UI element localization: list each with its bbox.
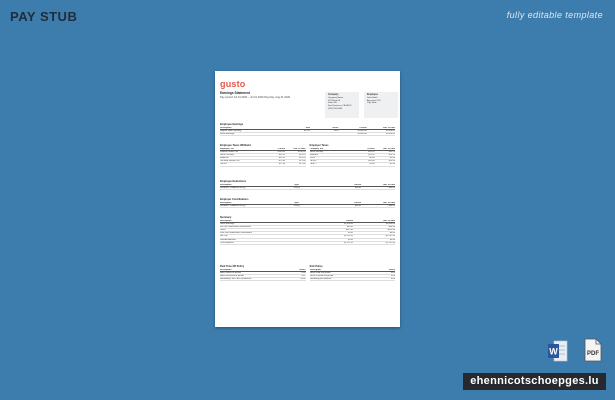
col-description: Description [220,202,232,204]
cell: Gross Earnings [220,133,235,136]
section-title: Employee Deductions [220,180,247,183]
pdf-icon-label: PDF [587,351,599,357]
cell: Taxes [220,229,226,232]
employee-deductions-section [220,180,395,190]
section-title: Sick Policy [309,265,323,268]
cell: Hours used this period [220,272,241,275]
cell: 401(k) [294,205,300,208]
cell: Reimbursements [220,238,236,241]
cell: $23.20 [278,157,286,160]
employee-taxes-withheld [220,144,306,167]
cell: $1,600.00 [344,223,354,226]
cell: $23.20 [388,154,395,157]
col-current: Current [367,148,375,150]
sick-policy [310,265,396,281]
cell [310,133,338,135]
cell: FUTA [309,157,315,160]
cell: $48.00 [346,226,354,229]
cell: 80.0 [334,130,339,133]
table-row [220,242,395,245]
cell: Medicare [309,154,319,157]
col-type: Type [294,202,299,204]
col-hours: Hours [299,269,306,271]
cell: $9.60 [389,157,395,160]
col-description: Description [220,220,232,222]
employee-line: Any street 123 [367,99,381,102]
cell: $17.60 [278,163,286,166]
cell: $200.00 [277,151,286,154]
cell: $1,600.00 [357,130,367,133]
col-current: Current [277,148,286,150]
page-subtitle: fully editable template [506,10,603,20]
col-description: Description [309,269,321,271]
cell: $1,137.00 [385,241,396,244]
cell: Hours accrued this period [220,275,244,278]
col-description: Description [220,127,232,129]
watermark-banner: ehennicotschoepges.lu [463,373,606,390]
cell: 0.00 [390,278,395,281]
col-ytd: Year To Date [382,127,395,129]
cell [282,133,310,135]
col-type: Type [294,184,299,186]
company-label: Company [328,94,339,96]
cell: CA SUI [309,160,317,163]
cell: 0.00 [301,272,306,275]
cell: 4.62 [301,275,306,278]
company-line: Suite 100 [328,102,337,105]
cell: $9.60 [369,157,375,160]
cell: CA ETT [309,163,317,166]
col-ytd: Year To Date [382,220,396,222]
pto-policy [220,265,306,281]
cell: $0.00 [389,232,396,235]
cell: $75.00 [299,160,306,163]
employee-label: Employee [367,94,378,96]
cell: $17.60 [299,163,306,166]
cell: 34.00 [300,278,306,281]
cell: $99.20 [299,154,306,157]
cell: $23.20 [299,157,306,160]
cell: $48.00 [388,205,395,208]
col-ytd: Year To Date [293,148,306,150]
employee-line: John Smith [367,96,378,99]
cell: Post-Tax Deductions/Contributions [220,232,252,235]
cell: Hours accrued this period [309,275,334,278]
section-title: Summary [220,216,232,219]
cell: 401(k) [294,187,300,190]
cell: Guideline Traditional 401(k) [220,205,246,208]
table-row [310,278,396,281]
cell: $1,600.00 [385,223,396,226]
section-title: Employer Taxes [309,144,329,147]
col-tax: Company Tax [309,148,323,150]
statement-heading: Earnings Statement [220,91,250,95]
col-rate: Rate [305,127,311,129]
cell: $415.00 [387,229,396,232]
cell: $1,137.00 [344,241,354,244]
pay-stub-document [215,71,400,327]
col-description: Description [220,184,232,186]
col-current: Current [353,202,362,204]
cell: $0.00 [348,232,354,235]
employee-earnings-section [220,123,395,136]
col-current: Current [359,127,367,129]
time-off-section [220,265,395,281]
section-title: Paid Time Off Policy [220,265,245,268]
cell: $48.00 [388,226,396,229]
cell: Gross Earnings [220,223,235,226]
company-line: Company Name [328,96,344,99]
cell: $415.00 [345,229,354,232]
employee-info-box [364,92,398,118]
col-current: Current [353,184,362,186]
cell: $1,600.00 [385,133,395,136]
cell: $23.20 [368,154,375,157]
cell: CA State Income Tax [220,160,240,163]
page-title: PAY STUB [10,9,78,24]
cell: $75.00 [278,160,286,163]
taxes-section [220,144,395,167]
word-file-icon [548,340,568,362]
table-row [220,133,395,136]
pay-period-line: Pay period: Jul 01 2020 – Jul 31 2020 Pay Day: Aug 01 2020 [220,95,291,99]
section-title: Employee Taxes Withheld [220,144,251,147]
cell: 0.00 [390,272,395,275]
cell: $48.00 [354,205,362,208]
cell: $25.00 [303,130,311,133]
word-icon-label: W [549,346,558,357]
cell: $1,137.00 [344,235,354,238]
company-info-box [325,92,359,118]
cell: Net Pay [220,235,228,238]
cell: $54.40 [388,160,395,163]
col-ytd: Year To Date [382,184,395,186]
col-hours: Hours [332,127,339,129]
col-tax: Employee Tax [220,148,234,150]
cell: $99.20 [368,151,375,154]
company-line: (415) 555-0000 [328,107,343,110]
cell: Pre-Tax Deductions/Contributions [220,226,251,229]
company-line: San Francisco, CA 94107 [328,105,352,108]
summary-section [220,216,395,245]
cell: $1.60 [369,163,375,166]
cell: Guideline Traditional 401(k) [220,187,246,190]
cell: $54.40 [368,160,375,163]
cell: $48.00 [354,187,362,190]
cell: $1.60 [389,163,395,166]
cell: $99.20 [388,151,395,154]
brand-logo: gusto [220,79,246,89]
cell: $200.00 [297,151,306,154]
employee-line: City, State [367,102,377,105]
employer-contributions-section [220,198,395,208]
table-row [220,278,306,281]
col-ytd: Year To Date [382,148,395,150]
col-hours: Hours [388,269,395,271]
table-row [220,205,395,208]
cell: $1,137.00 [385,235,396,238]
cell: Medicare [220,157,229,160]
cell: $0.00 [348,238,354,241]
cell: $0.00 [389,238,396,241]
col-ytd: Year To Date [382,202,395,204]
pdf-file-icon [583,338,603,362]
cell: Federal Income Tax [220,151,239,154]
cell: Hours used this period [309,272,331,275]
cell: Social Security [220,154,234,157]
table-row [220,187,395,190]
employer-taxes [310,144,396,167]
table-row [310,163,396,166]
cell: $1,600.00 [385,130,395,133]
cell: $99.20 [278,154,286,157]
section-title: Employer Contributions [220,198,249,201]
cell: Social Security [309,151,324,154]
cell: $1,600.00 [357,133,367,136]
col-current: Current [345,220,354,222]
table-row [220,163,306,166]
cell: CA SDI [220,163,227,166]
cell: Check Amount [220,241,234,244]
company-line: 123 Street St [328,99,341,102]
cell: $48.00 [388,187,395,190]
col-description: Description [220,269,232,271]
section-title: Employee Earnings [220,123,244,126]
cell: 0.00 [390,275,395,278]
cell: Regular Hours (Hourly) [220,130,242,133]
cell: Remaining sick balance [309,278,332,281]
cell: Remaining Paid Time Off Balance [220,278,252,281]
